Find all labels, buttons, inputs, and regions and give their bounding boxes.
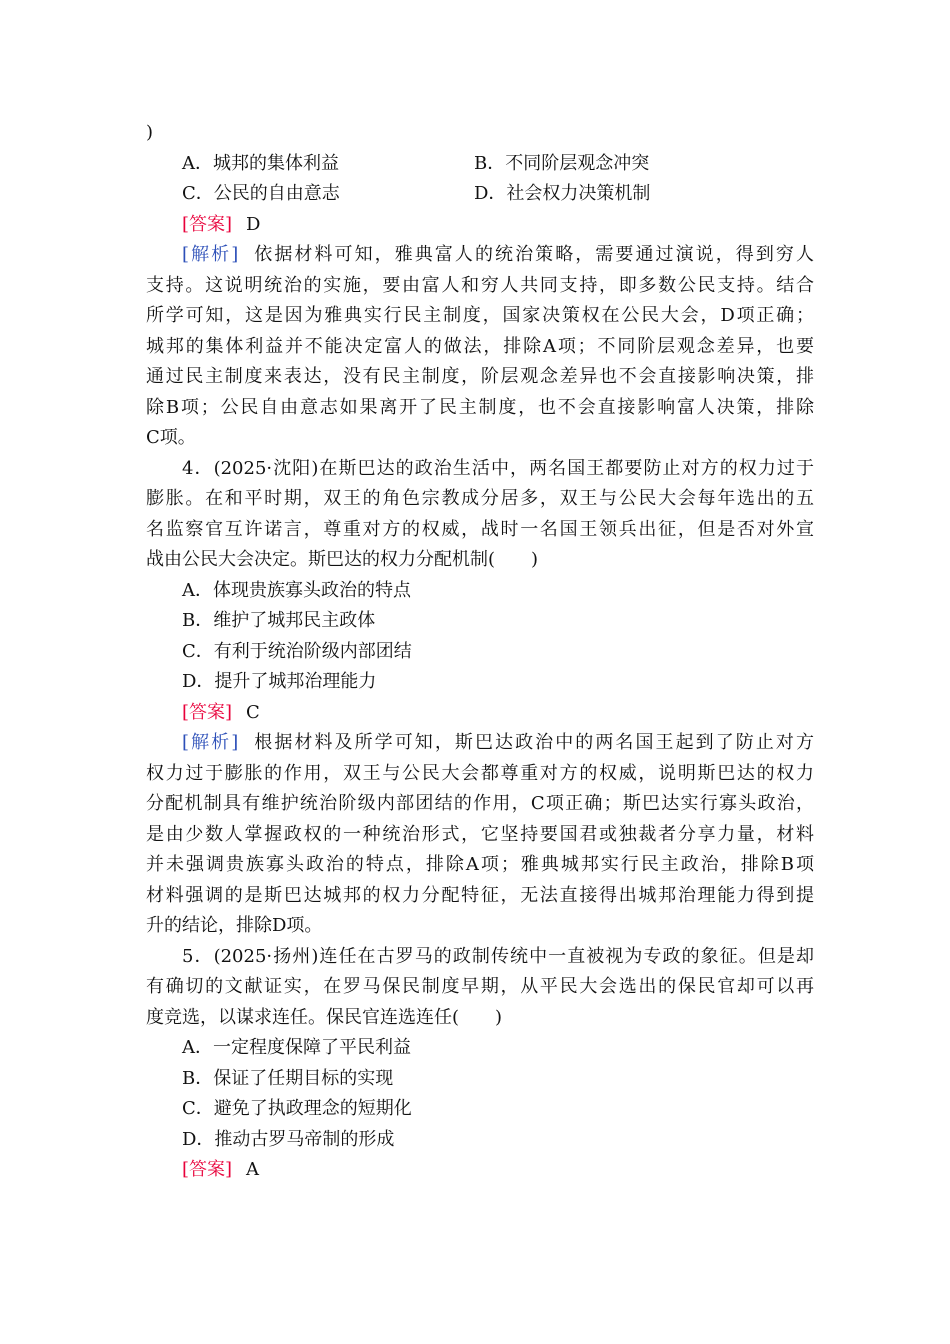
q3-analysis-line-3: 所学可知，这是因为雅典实行民主制度，国家决策权在公民大会，D项正确； — [146, 305, 814, 326]
q5-option-c[interactable]: C．避免了执政理念的短期化 — [182, 1098, 412, 1119]
q4-stem-line-3: 名监察官互许诺言，尊重对方的权威，战时一名国王领兵出征，但是否对外宣 — [146, 518, 814, 540]
q5-option-d[interactable]: D．推动古罗马帝制的形成 — [182, 1128, 395, 1150]
q3-analysis-line-7: C项。 — [146, 427, 196, 448]
q3-option-a[interactable]: A．城邦的集体利益 — [182, 152, 339, 174]
q4-analysis-tag: [解析] — [182, 732, 239, 753]
q4-stem-line-2: 膨胀。在和平时期，双王的角色宗教成分居多，双王与公民大会每年选出的五 — [146, 488, 814, 509]
q4-answer — [146, 698, 814, 729]
q4-analysis-line-4: 是由少数人掌握政权的一种统治形式，它坚持要国君或独裁者分享力量，材料 — [146, 823, 814, 845]
q3-analysis-line-4: 城邦的集体利益并不能决定富人的做法，排除A项；不同阶层观念差异，也要 — [146, 335, 814, 357]
q4-stem-line-4: 战由公民大会决定。斯巴达的权力分配机制( ) — [146, 549, 539, 570]
q4-analysis-line-6: 材料强调的是斯巴达城邦的权力分配特征，无法直接得出城邦治理能力得到提 — [146, 884, 814, 906]
q3-option-c[interactable]: C．公民的自由意志 — [182, 183, 340, 204]
q4-option-c[interactable]: C．有利于统治阶级内部团结 — [182, 640, 412, 662]
q4-stem — [146, 454, 814, 576]
q5-answer-value: A — [246, 1159, 260, 1180]
q3-options-row-1 — [146, 149, 814, 180]
q3-analysis-line-5: 通过民主制度来表达，没有民主制度，阶层观念差异也不会直接影响决策，排 — [146, 366, 814, 387]
q3-option-d[interactable]: D．社会权力决策机制 — [474, 183, 651, 204]
q4-answer-tag: [答案] — [182, 701, 233, 723]
q5-answer-tag: [答案] — [182, 1159, 233, 1180]
q3-analysis-line-1: [解析] 依据材料可知，雅典富人的统治策略，需要通过演说，得到穷人 — [182, 244, 814, 265]
q3-answer — [146, 210, 814, 241]
q3-analysis-line-6: 除B项；公民自由意志如果离开了民主制度，也不会直接影响富人决策，排除 — [146, 396, 814, 418]
q3-analysis — [146, 240, 814, 454]
q3-option-b[interactable]: B．不同阶层观念冲突 — [474, 152, 650, 174]
q5-option-b[interactable]: B．保证了任期目标的实现 — [182, 1067, 394, 1089]
q4-analysis-line-5: 并未强调贵族寡头政治的特点，排除A项；雅典城邦实行民主政治，排除B项 — [146, 854, 814, 875]
q5-option-a[interactable]: A．一定程度保障了平民利益 — [182, 1037, 411, 1058]
q3-analysis-line-2: 支持。这说明统治的实施，要由富人和穷人共同支持，即多数公民支持。结合 — [146, 274, 814, 296]
document-page — [146, 118, 814, 1186]
q5-stem-line-1: 5．(2025·扬州)连任在古罗马的政制传统中一直被视为专政的象征。但是却 — [182, 945, 814, 967]
q4-option-b[interactable]: B．维护了城邦民主政体 — [182, 610, 376, 631]
q4-analysis-line-3: 分配机制具有维护统治阶级内部团结的作用，C项正确；斯巴达实行寡头政治， — [146, 793, 814, 814]
q5-answer — [146, 1155, 814, 1186]
q4-option-d[interactable]: D．提升了城邦治理能力 — [182, 671, 377, 692]
q4-analysis-line-7: 升的结论，排除D项。 — [146, 915, 323, 936]
q5-stem — [146, 942, 814, 1034]
q4-analysis-line-2: 权力过于膨胀的作用，双王与公民大会都尊重对方的权威，说明斯巴达的权力 — [146, 762, 814, 784]
q3-answer-tag: [答案] — [182, 213, 233, 235]
q4-stem-line-1: 4．(2025·沈阳)在斯巴达的政治生活中，两名国王都要防止对方的权力过于 — [182, 457, 814, 479]
q5-stem-line-2: 有确切的文献证实，在罗马保民制度早期，从平民大会选出的保民官却可以再 — [146, 976, 814, 997]
q4-answer-value: C — [246, 701, 260, 723]
q5-stem-line-3: 度竞选，以谋求连任。保民官连选连任( ) — [146, 1006, 503, 1028]
q3-answer-value: D — [246, 213, 261, 235]
q4-analysis — [146, 728, 814, 942]
q4-analysis-line-1: [解析] 根据材料及所学可知，斯巴达政治中的两名国王起到了防止对方 — [182, 732, 814, 753]
q3-options-row-2 — [146, 179, 814, 210]
q4-option-a[interactable]: A．体现贵族寡头政治的特点 — [182, 579, 411, 601]
q3-analysis-tag: [解析] — [182, 244, 239, 265]
q3-stem-tail: ) — [146, 122, 154, 143]
